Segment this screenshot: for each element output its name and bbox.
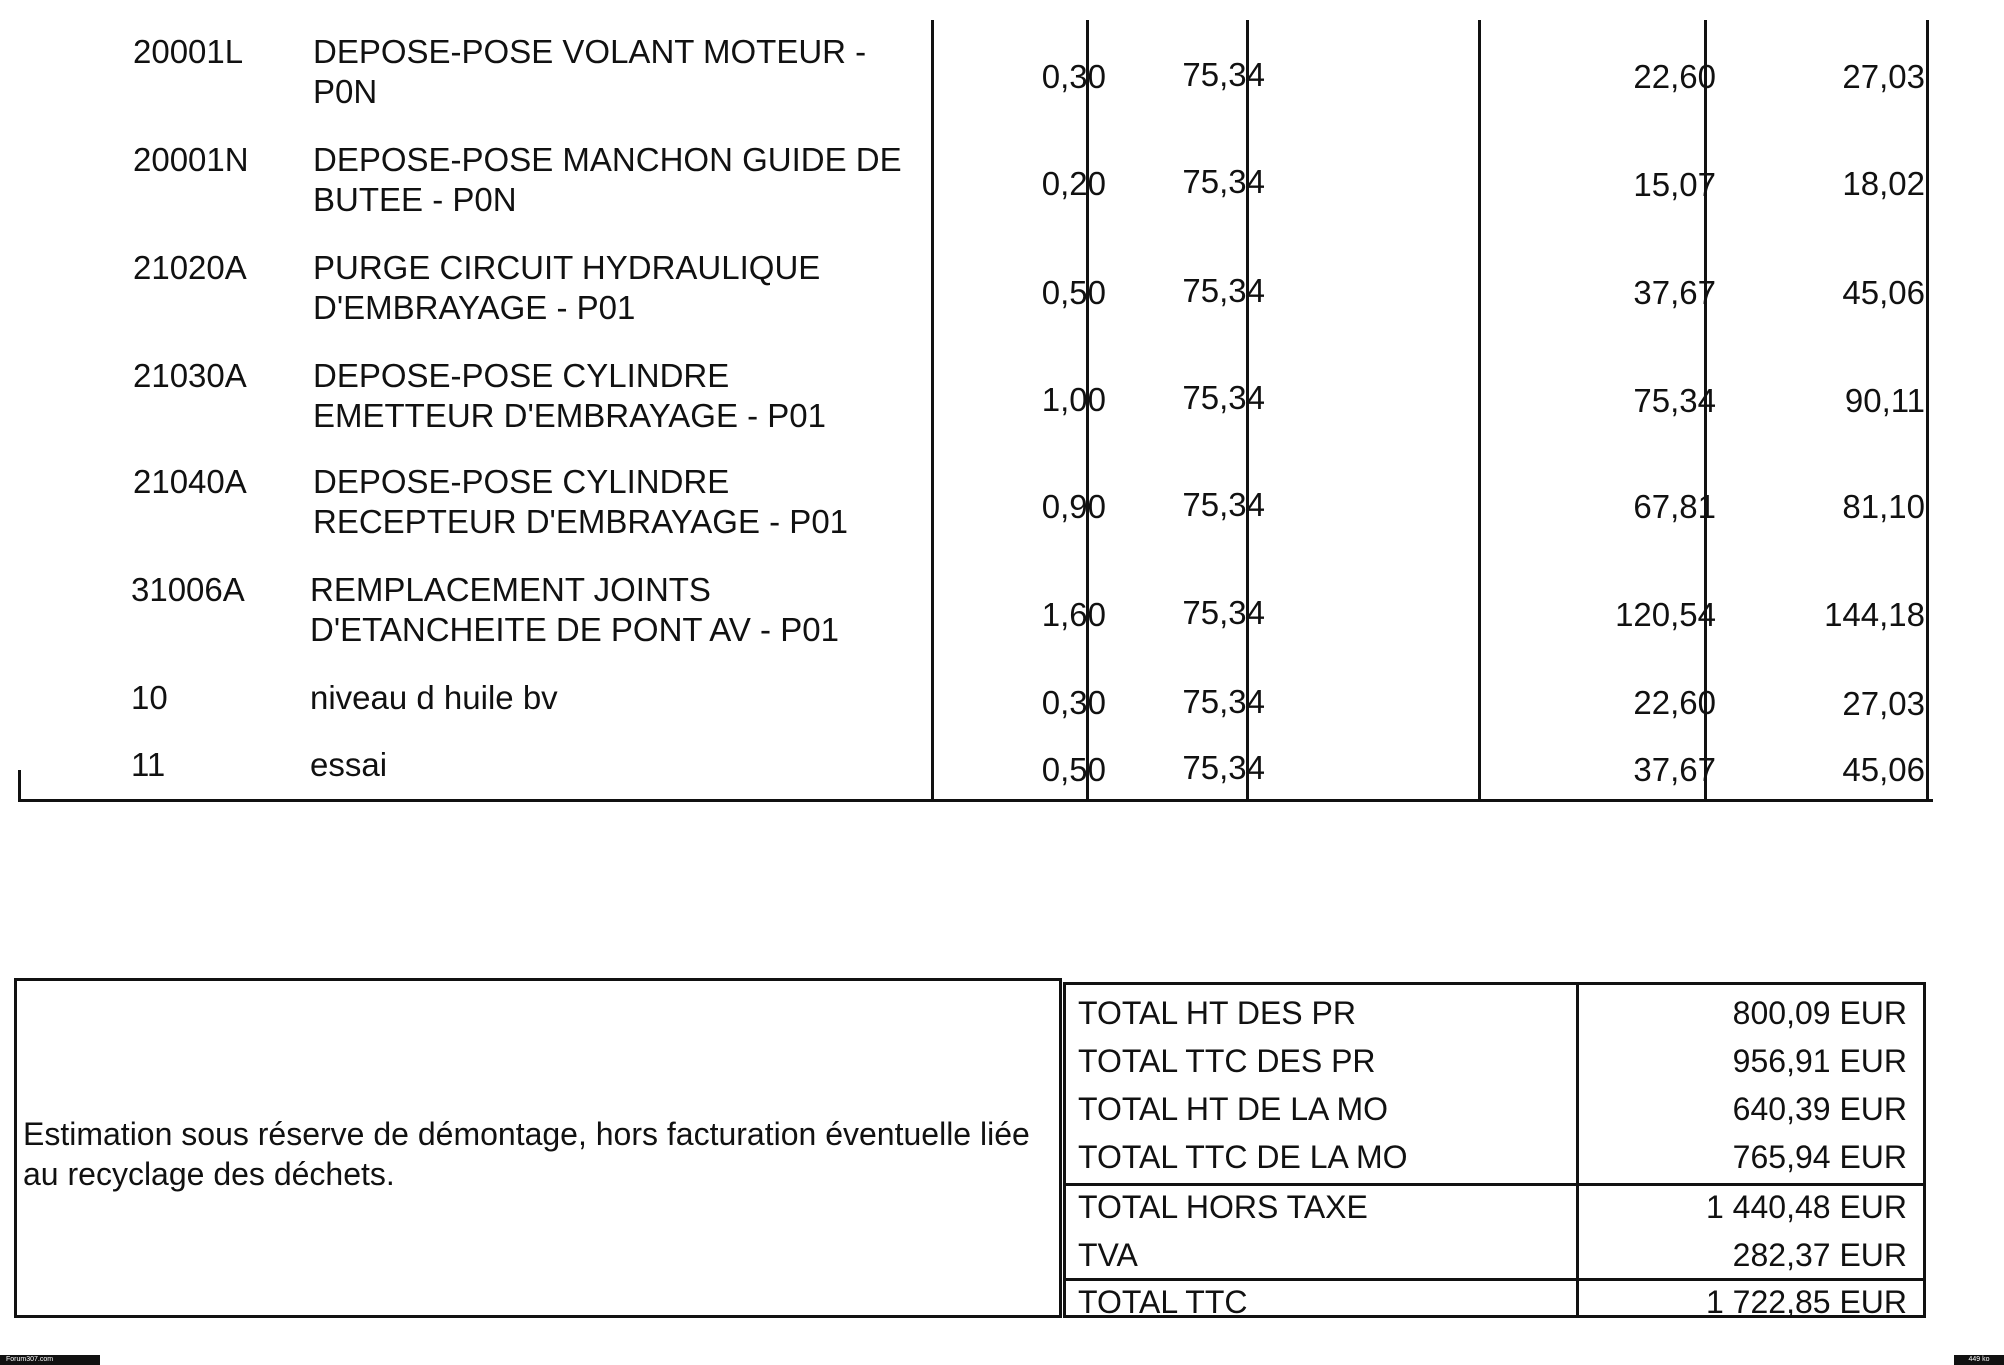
op-description: DEPOSE-POSE CYLINDRE RECEPTEUR D'EMBRAYAGE - P01 bbox=[313, 463, 849, 540]
op-quantity: 0,20 bbox=[1041, 165, 1106, 202]
totals-row bbox=[1066, 1183, 1923, 1231]
total-value: 1 440,48 EUR bbox=[1705, 1189, 1907, 1225]
total-value: 640,39 EUR bbox=[1732, 1091, 1907, 1127]
op-amount-ht: 67,81 bbox=[1633, 488, 1716, 525]
total-value: 765,94 EUR bbox=[1732, 1139, 1907, 1175]
total-label: TOTAL HT DE LA MO bbox=[1078, 1091, 1388, 1127]
estimation-note-box bbox=[14, 978, 1062, 1318]
op-amount-ttc: 45,06 bbox=[1842, 274, 1925, 311]
totals-summary bbox=[14, 978, 1926, 1323]
op-amount-ttc: 81,10 bbox=[1842, 488, 1925, 525]
totals-table bbox=[1063, 982, 1926, 1318]
totals-row bbox=[1066, 1133, 1923, 1181]
total-label: TOTAL TTC DES PR bbox=[1078, 1043, 1376, 1079]
op-rate: 75,34 bbox=[1182, 272, 1265, 309]
table-left-edge bbox=[18, 770, 21, 800]
total-label: TOTAL HORS TAXE bbox=[1078, 1189, 1368, 1225]
op-code: 20001N bbox=[133, 141, 249, 178]
op-code: 21040A bbox=[133, 463, 247, 500]
totals-row bbox=[1066, 1037, 1923, 1085]
file-size-mark: 449 ko bbox=[1954, 1355, 2004, 1365]
op-amount-ht: 22,60 bbox=[1633, 58, 1716, 95]
total-label: TOTAL TTC DE LA MO bbox=[1078, 1139, 1408, 1175]
op-quantity: 0,50 bbox=[1041, 751, 1106, 788]
column-divider bbox=[1478, 20, 1481, 802]
op-amount-ht: 15,07 bbox=[1633, 166, 1716, 203]
op-quantity: 0,90 bbox=[1041, 488, 1106, 525]
total-label: TVA bbox=[1078, 1237, 1138, 1273]
op-description: REMPLACEMENT JOINTS D'ETANCHEITE DE PONT AV - P01 bbox=[310, 571, 839, 648]
op-description: essai bbox=[310, 746, 388, 783]
totals-row bbox=[1066, 989, 1923, 1037]
op-description: PURGE CIRCUIT HYDRAULIQUE D'EMBRAYAGE - P01 bbox=[313, 249, 821, 326]
op-amount-ht: 75,34 bbox=[1633, 382, 1716, 419]
op-amount-ttc: 18,02 bbox=[1842, 165, 1925, 202]
op-description: DEPOSE-POSE VOLANT MOTEUR - P0N bbox=[313, 33, 867, 110]
op-rate: 75,34 bbox=[1182, 683, 1265, 720]
op-amount-ttc: 144,18 bbox=[1824, 596, 1925, 633]
op-code: 31006A bbox=[131, 571, 245, 608]
total-value: 800,09 EUR bbox=[1732, 995, 1907, 1031]
op-quantity: 1,00 bbox=[1041, 381, 1106, 418]
op-amount-ttc: 27,03 bbox=[1842, 685, 1925, 722]
op-quantity: 0,30 bbox=[1041, 684, 1106, 721]
op-description: DEPOSE-POSE CYLINDRE EMETTEUR D'EMBRAYAGE - P01 bbox=[313, 357, 826, 434]
op-amount-ttc: 27,03 bbox=[1842, 58, 1925, 95]
column-divider bbox=[1926, 20, 1929, 802]
op-amount-ht: 37,67 bbox=[1633, 751, 1716, 788]
total-label: TOTAL TTC bbox=[1078, 1284, 1248, 1320]
op-rate: 75,34 bbox=[1182, 749, 1265, 786]
op-quantity: 0,50 bbox=[1041, 274, 1106, 311]
op-rate: 75,34 bbox=[1182, 56, 1265, 93]
total-value: 956,91 EUR bbox=[1732, 1043, 1907, 1079]
op-amount-ttc: 45,06 bbox=[1842, 751, 1925, 788]
watermark-left: Forum307.com bbox=[0, 1355, 100, 1365]
table-bottom-border bbox=[18, 799, 1933, 802]
op-rate: 75,34 bbox=[1182, 163, 1265, 200]
op-code: 21020A bbox=[133, 249, 247, 286]
op-quantity: 1,60 bbox=[1041, 596, 1106, 633]
total-label: TOTAL HT DES PR bbox=[1078, 995, 1356, 1031]
op-amount-ttc: 90,11 bbox=[1844, 382, 1925, 419]
op-description: niveau d huile bv bbox=[310, 679, 558, 716]
op-amount-ht: 22,60 bbox=[1633, 684, 1716, 721]
op-code: 11 bbox=[131, 746, 166, 783]
op-rate: 75,34 bbox=[1182, 594, 1265, 631]
op-rate: 75,34 bbox=[1182, 486, 1265, 523]
op-description: DEPOSE-POSE MANCHON GUIDE DE BUTEE - P0N bbox=[313, 141, 902, 218]
op-amount-ht: 120,54 bbox=[1615, 596, 1716, 633]
op-amount-ht: 37,67 bbox=[1633, 274, 1716, 311]
total-value: 1 722,85 EUR bbox=[1705, 1284, 1907, 1320]
op-code: 10 bbox=[131, 679, 168, 716]
estimation-note: Estimation sous réserve de démontage, hors facturation éventuelle liée au recyclage des déchets. bbox=[23, 1116, 1030, 1192]
total-value: 282,37 EUR bbox=[1732, 1237, 1907, 1273]
totals-row bbox=[1066, 1231, 1923, 1279]
op-code: 21030A bbox=[133, 357, 247, 394]
totals-row bbox=[1066, 1278, 1923, 1326]
totals-row bbox=[1066, 1085, 1923, 1133]
op-quantity: 0,30 bbox=[1041, 58, 1106, 95]
labour-lines-table bbox=[18, 0, 1933, 805]
op-rate: 75,34 bbox=[1182, 379, 1265, 416]
op-code: 20001L bbox=[133, 33, 244, 70]
